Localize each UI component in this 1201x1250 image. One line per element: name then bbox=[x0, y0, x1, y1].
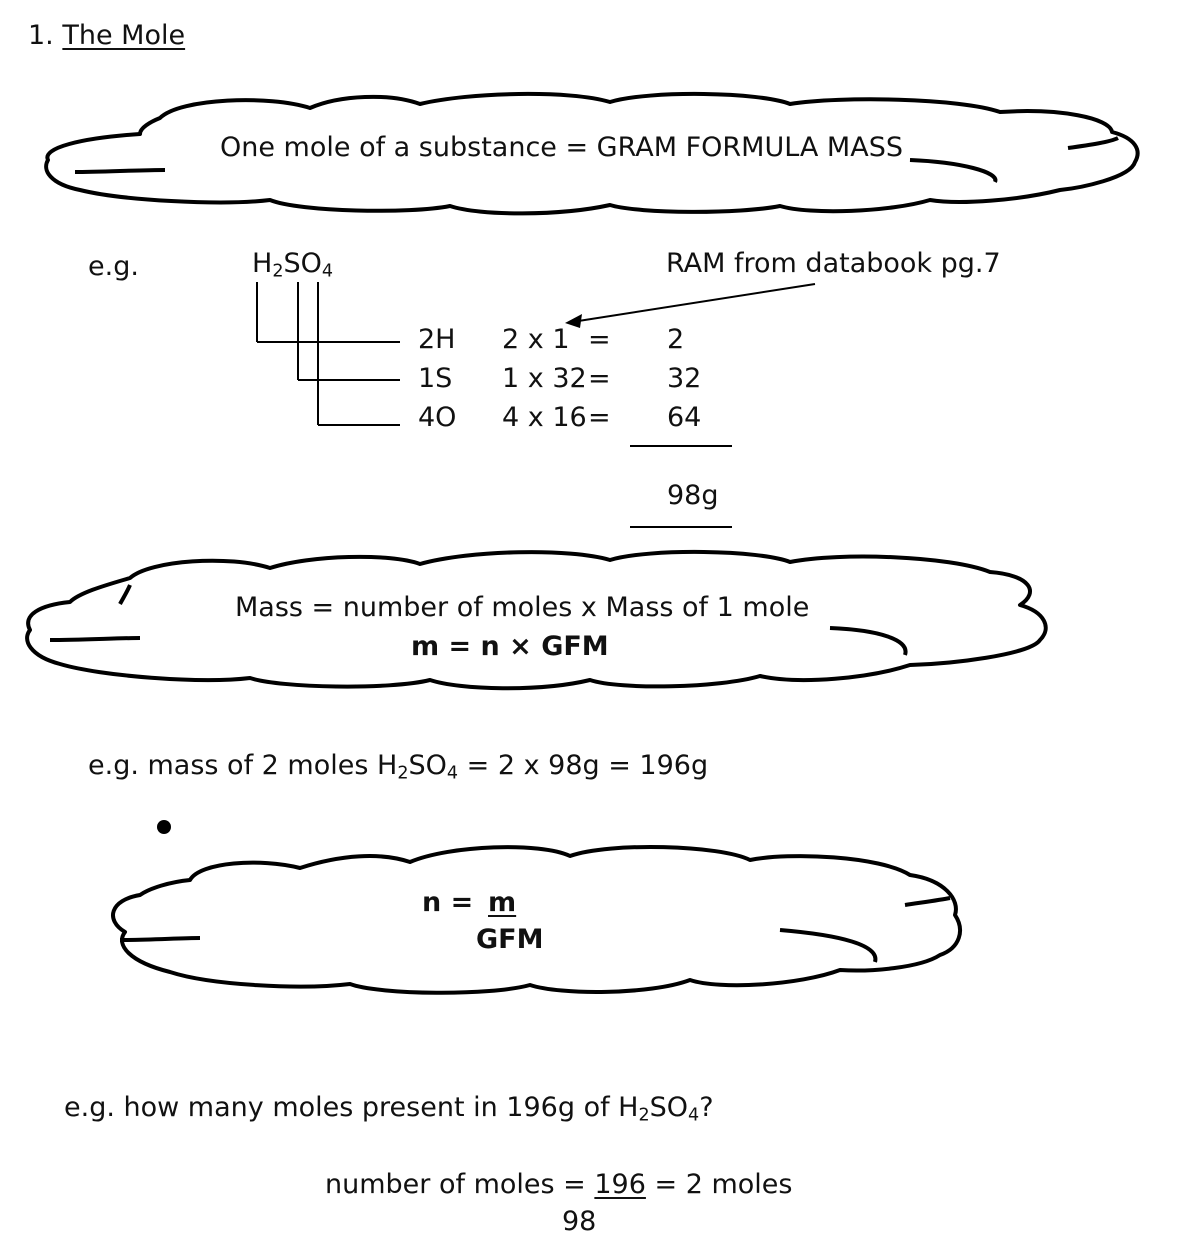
heading-number: 1. bbox=[28, 20, 54, 51]
cloud-3-denominator: GFM bbox=[476, 924, 544, 955]
row-value: 2 bbox=[667, 324, 685, 355]
cloud-1-text: One mole of a substance = GRAM FORMULA MASS bbox=[220, 132, 903, 163]
example-3-answer: number of moles = 196 = 2 moles bbox=[325, 1169, 793, 1200]
cloud-2-line-2: m = n × GFM bbox=[411, 631, 609, 662]
answer-numerator: 196 bbox=[594, 1169, 646, 1200]
cloud-3-numerator: m bbox=[488, 887, 517, 918]
ram-note: RAM from databook pg.7 bbox=[666, 248, 1001, 279]
row-equals: = bbox=[588, 402, 611, 433]
cloud-2-inner-curve-2 bbox=[50, 638, 140, 640]
row-value: 32 bbox=[667, 363, 702, 394]
row-atom: 2H bbox=[418, 324, 456, 355]
formula-h2so4: $H_2SO_4$ bbox=[252, 248, 334, 282]
ram-arrow bbox=[565, 284, 815, 328]
row-equals: = bbox=[588, 363, 611, 394]
cloud-3-shape bbox=[113, 847, 960, 993]
example-2: e.g. mass of 2 moles $H_2SO_4 = 2$ x 98g = 196g bbox=[88, 750, 709, 784]
row-calc: 2 x 1 bbox=[502, 324, 570, 355]
bullet bbox=[157, 820, 171, 834]
row-atom: 4O bbox=[418, 402, 457, 433]
row-value: 64 bbox=[667, 402, 702, 433]
formula-bracket bbox=[257, 282, 400, 425]
cloud-2-line-1: Mass = number of moles x Mass of 1 mole bbox=[235, 592, 810, 623]
cloud-3-inner-curve-3 bbox=[120, 938, 200, 940]
example-1-eg: e.g. bbox=[88, 251, 139, 282]
total-mass: 98g bbox=[667, 480, 719, 511]
ram-arrow-line bbox=[572, 284, 815, 322]
row-calc: 1 x 32 bbox=[502, 363, 587, 394]
heading-title: The Mole bbox=[62, 20, 186, 51]
row-equals: = bbox=[588, 324, 611, 355]
row-calc: 4 x 16 bbox=[502, 402, 587, 433]
row-atom: 1S bbox=[418, 363, 453, 394]
answer-denominator: 98 bbox=[562, 1206, 597, 1237]
example-3-question: e.g. how many moles present in 196g of $H_2SO_4$? bbox=[64, 1092, 714, 1126]
cloud-1-inner-curve-3 bbox=[75, 170, 165, 172]
cloud-3-lhs: n = bbox=[422, 887, 474, 918]
cloud-3-outline bbox=[113, 847, 960, 993]
